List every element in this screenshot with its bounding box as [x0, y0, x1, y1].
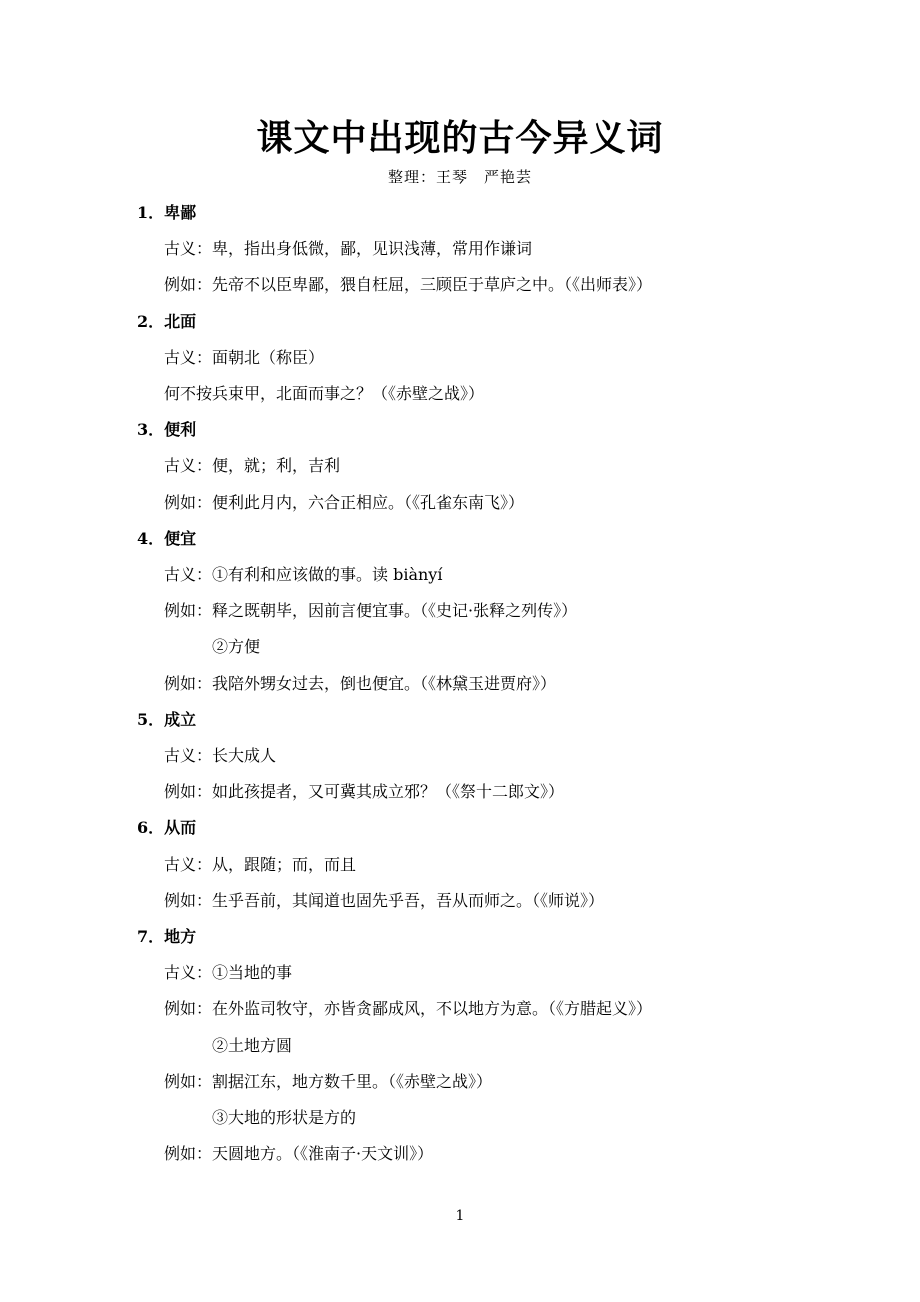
- entry-term: 5．成立: [137, 709, 197, 729]
- entry-line: 例如：割据江东，地方数千里。（《赤壁之战》）: [164, 1071, 493, 1091]
- entry-line: ②方便: [212, 637, 261, 657]
- entry-line: 古义：①有利和应该做的事。读 biànyí: [164, 565, 443, 584]
- document-title: 课文中出现的古今异义词: [256, 117, 664, 159]
- entry-line: 例如：如此孩提者，又可冀其成立邪？（《祭十二郎文》）: [164, 782, 565, 802]
- entry-line: ③大地的形状是方的: [212, 1108, 357, 1127]
- entry-line: 古义：便，就；利，吉利: [164, 456, 341, 476]
- entry-line: 例如：我陪外甥女过去，倒也便宜。（《林黛玉进贾府》）: [164, 673, 557, 693]
- entry-line: 例如：先帝不以臣卑鄙，猥自枉屈，三顾臣于草庐之中。（《出师表》）: [164, 275, 653, 295]
- entry-line: 例如：便利此月内，六合正相应。（《孔雀东南飞》）: [164, 492, 525, 512]
- entry-term: 7．地方: [137, 927, 197, 946]
- entry-line: 例如：在外监司牧守，亦皆贪鄙成风，不以地方为意。（《方腊起义》）: [164, 999, 653, 1019]
- entry-term: 6．从而: [137, 818, 197, 838]
- entry-term: 4．便宜: [137, 528, 197, 548]
- document-subtitle: 整理：王琴 严艳芸: [387, 168, 532, 186]
- entry-line: 古义：面朝北（称臣）: [164, 347, 325, 367]
- entry-line: 古义：①当地的事: [164, 963, 293, 983]
- entry-line: 古义：卑，指出身低微，鄙，见识浅薄，常用作谦词: [164, 239, 533, 259]
- entry-line: 古义：从，跟随；而，而且: [164, 854, 357, 874]
- page-number: 1: [455, 1208, 465, 1224]
- entry-line: 古义：长大成人: [164, 746, 277, 765]
- entry-line: 例如：生乎吾前，其闻道也固先乎吾，吾从而师之。（《师说》）: [164, 890, 605, 910]
- entry-line: 何不按兵束甲，北面而事之？（《赤壁之战》）: [164, 384, 485, 403]
- entry-line: ②土地方圆: [212, 1035, 293, 1055]
- entry-term: 2．北面: [137, 311, 197, 331]
- entry-term: 1．卑鄙: [137, 203, 197, 222]
- entry-term: 3．便利: [137, 420, 197, 440]
- entry-line: 例如：天圆地方。（《淮南子·天文训》）: [164, 1144, 434, 1164]
- entry-line: 例如：释之既朝毕，因前言便宜事。（《史记·张释之列传》）: [164, 601, 578, 621]
